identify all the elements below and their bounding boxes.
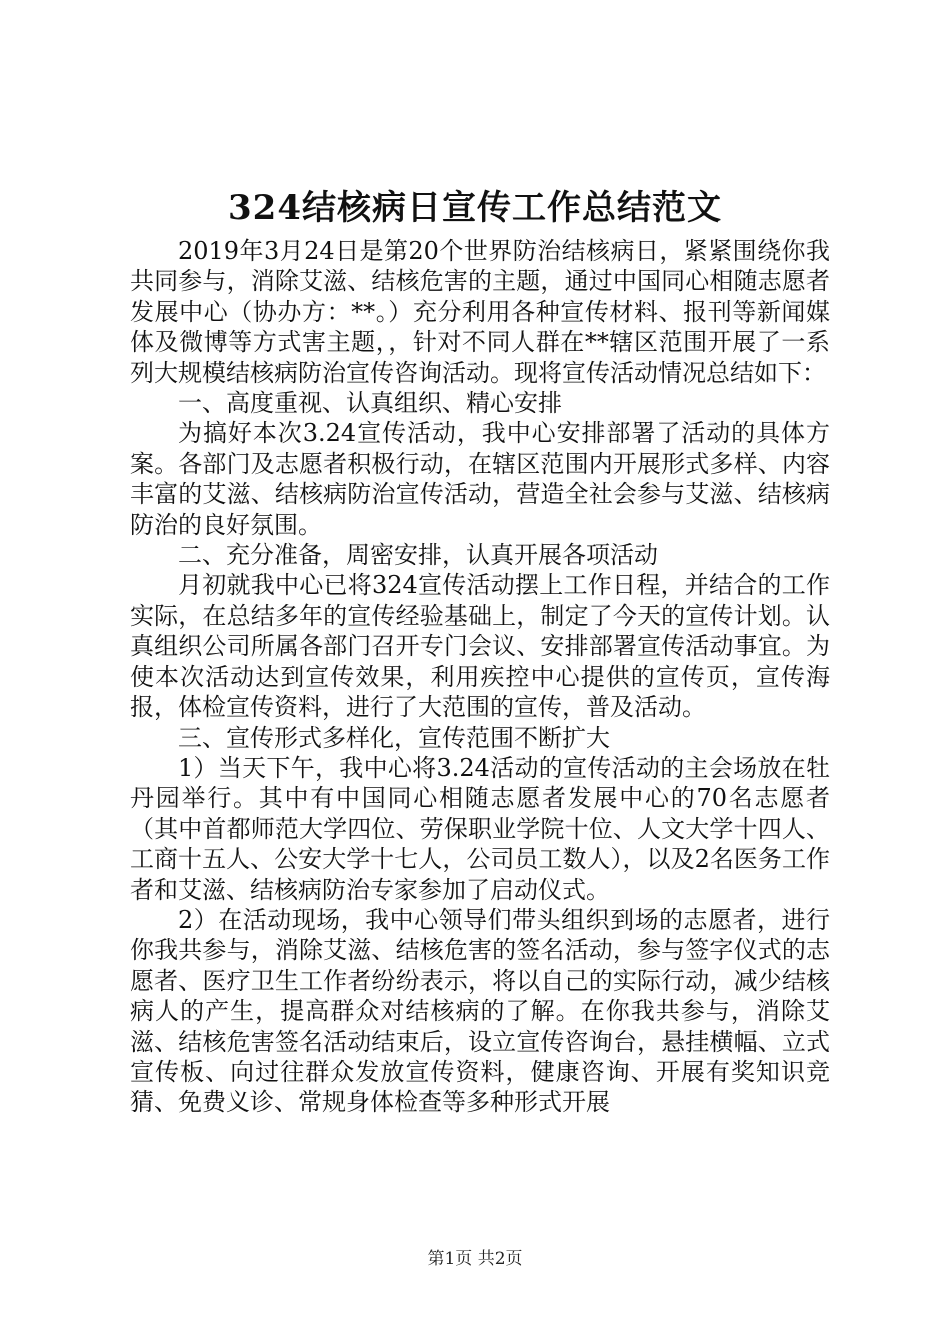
- paragraph-section-1: 为搞好本次3.24宣传活动，我中心安排部署了活动的具体方案。各部门及志愿者积极行动，在辖区范围内开展形式多样、内容丰富的艾滋、结核病防治宣传活动，营造全社会参与艾滋、结核病防治的良好氛围。: [130, 419, 830, 539]
- paragraph-intro: 2019年3月24日是第20个世界防治结核病日，紧紧围绕你我共同参与，消除艾滋、结核危害的主题，通过中国同心相随志愿者发展中心（协办方：**。）充分利用各种宣传材料、报刊等新闻媒体及微博等方式害主题，，针对不同人群在**辖区范围开展了一系列大规模结核病防治宣传咨询活动。现将宣传活动情况总结如下：: [130, 237, 830, 387]
- paragraph-item-2: 2）在活动现场，我中心领导们带头组织到场的志愿者，进行你我共参与，消除艾滋、结核危害的签名活动，参与签字仪式的志愿者、医疗卫生工作者纷纷表示，将以自己的实际行动，减少结核病人的产生，提高群众对结核病的了解。在你我共参与，消除艾滋、结核危害签名活动结束后，设立宣传咨询台，悬挂横幅、立式宣传板、向过往群众发放宣传资料，健康咨询、开展有奖知识竞猜、免费义诊、常规身体检查等多种形式开展: [130, 905, 830, 1117]
- page-footer: 第1页 共2页: [427, 1249, 523, 1269]
- document-title: 324结核病日宣传工作总结范文: [228, 188, 722, 228]
- paragraph-section-2: 月初就我中心已将324宣传活动摆上工作日程，并结合的工作实际，在总结多年的宣传经验基础上，制定了今天的宣传计划。认真组织公司所属各部门召开专门会议、安排部署宣传活动事宜。为使本次活动达到宣传效果，利用疾控中心提供的宣传页，宣传海报，体检宣传资料，进行了大范围的宣传，普及活动。: [130, 571, 830, 722]
- section-heading-1: 一、高度重视、认真组织、精心安排: [178, 389, 562, 418]
- section-heading-2: 二、充分准备，周密安排，认真开展各项活动: [178, 541, 658, 570]
- document-body: [130, 236, 830, 1118]
- paragraph-item-1: 1）当天下午，我中心将3.24活动的宣传活动的主会场放在牡丹园举行。其中有中国同心相随志愿者发展中心的70名志愿者（其中首都师范大学四位、劳保职业学院十位、人文大学十四人、工商十五人、公安大学十七人，公司员工数人），以及2名医务工作者和艾滋、结核病防治专家参加了启动仪式。: [130, 753, 830, 904]
- section-heading-3: 三、宣传形式多样化，宣传范围不断扩大: [178, 723, 610, 752]
